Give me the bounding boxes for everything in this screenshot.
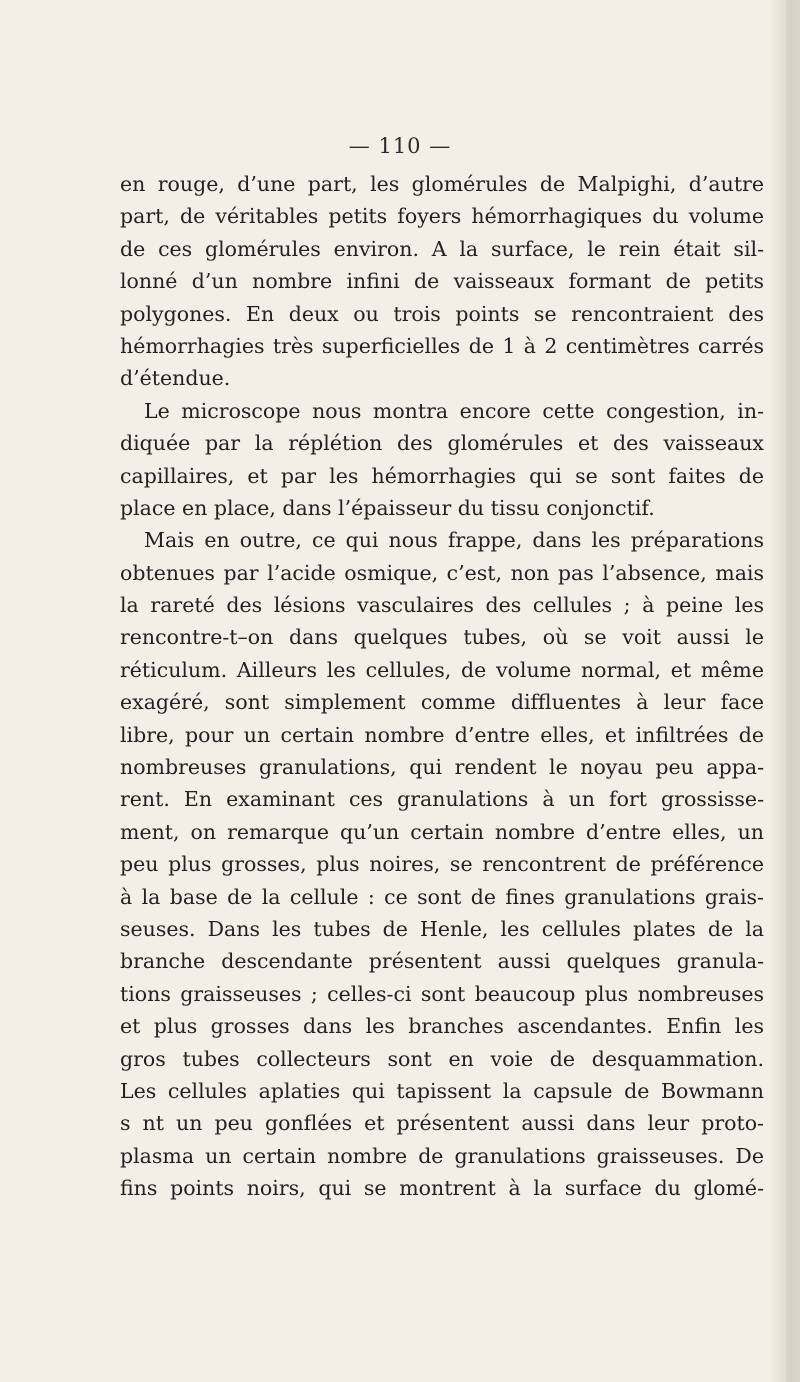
text-line: obtenues par l’acide osmique, c’est, non pas l’absence, mais — [120, 560, 764, 585]
text-line: Le microscope nous montra encore cette congestion, in- — [144, 398, 764, 423]
text-line: libre, pour un certain nombre d’entre elles, et infiltrées de — [120, 722, 764, 747]
text-line: lonné d’un nombre infini de vaisseaux formant de petits — [120, 269, 764, 294]
text-line: Les cellules aplaties qui tapissent la capsule de Bowmann — [120, 1078, 764, 1103]
text-line: exagéré, sont simplement comme diffluentes à leur face — [120, 690, 764, 715]
text-line: réticulum. Ailleurs les cellules, de volume normal, et même — [120, 657, 764, 682]
text-line: part, de véritables petits foyers hémorrhagiques du volume — [120, 204, 764, 229]
text-line: s nt un peu gonflées et présentent aussi dans leur proto- — [120, 1111, 764, 1136]
text-line: seuses. Dans les tubes de Henle, les cellules plates de la — [120, 916, 764, 941]
body-text — [120, 168, 764, 1205]
text-line: de ces glomérules environ. A la surface, le rein était sil- — [120, 236, 764, 261]
text-line: nombreuses granulations, qui rendent le noyau peu appa- — [120, 755, 764, 780]
text-line: en rouge, d’une part, les glomérules de Malpighi, d’autre — [120, 172, 764, 196]
text-line: la rareté des lésions vasculaires des cellules ; à peine les — [120, 593, 764, 618]
text-line: gros tubes collecteurs sont en voie de desquammation. — [120, 1046, 764, 1071]
text-line: fins points noirs, qui se montrent à la surface du glomé- — [120, 1176, 764, 1201]
page-edge-shadow — [786, 0, 800, 1382]
text-line: plasma un certain nombre de granulations graisseuses. De — [120, 1143, 764, 1168]
text-line: capillaires, et par les hémorrhagies qui se sont faites de — [120, 463, 764, 488]
text-line: diquée par la réplétion des glomérules et des vaisseaux — [120, 431, 764, 456]
text-line: branche descendante présentent aussi quelques granula- — [120, 949, 764, 974]
page-number: — 110 — — [348, 134, 452, 158]
text-line: et plus grosses dans les branches ascendantes. Enfin les — [120, 1014, 764, 1039]
text-line: hémorrhagies très superficielles de 1 à 2 centimètres carrés — [120, 333, 764, 358]
text-line: rent. En examinant ces granulations à un fort grossisse- — [120, 787, 764, 812]
text-line: ment, on remarque qu’un certain nombre d’entre elles, un — [120, 819, 764, 844]
text-line: d’étendue. — [120, 366, 231, 391]
text-line: polygones. En deux ou trois points se rencontraient des — [120, 301, 764, 326]
text-line: place en place, dans l’épaisseur du tissu conjonctif. — [120, 495, 655, 520]
text-line: peu plus grosses, plus noires, se rencontrent de préférence — [120, 852, 764, 877]
text-line: tions graisseuses ; celles-ci sont beaucoup plus nombreuses — [120, 981, 764, 1006]
text-line: rencontre-t–on dans quelques tubes, où se voit aussi le — [120, 625, 764, 650]
text-line: Mais en outre, ce qui nous frappe, dans les préparations — [144, 528, 764, 553]
text-line: à la base de la cellule : ce sont de fines granulations grais- — [120, 884, 764, 909]
